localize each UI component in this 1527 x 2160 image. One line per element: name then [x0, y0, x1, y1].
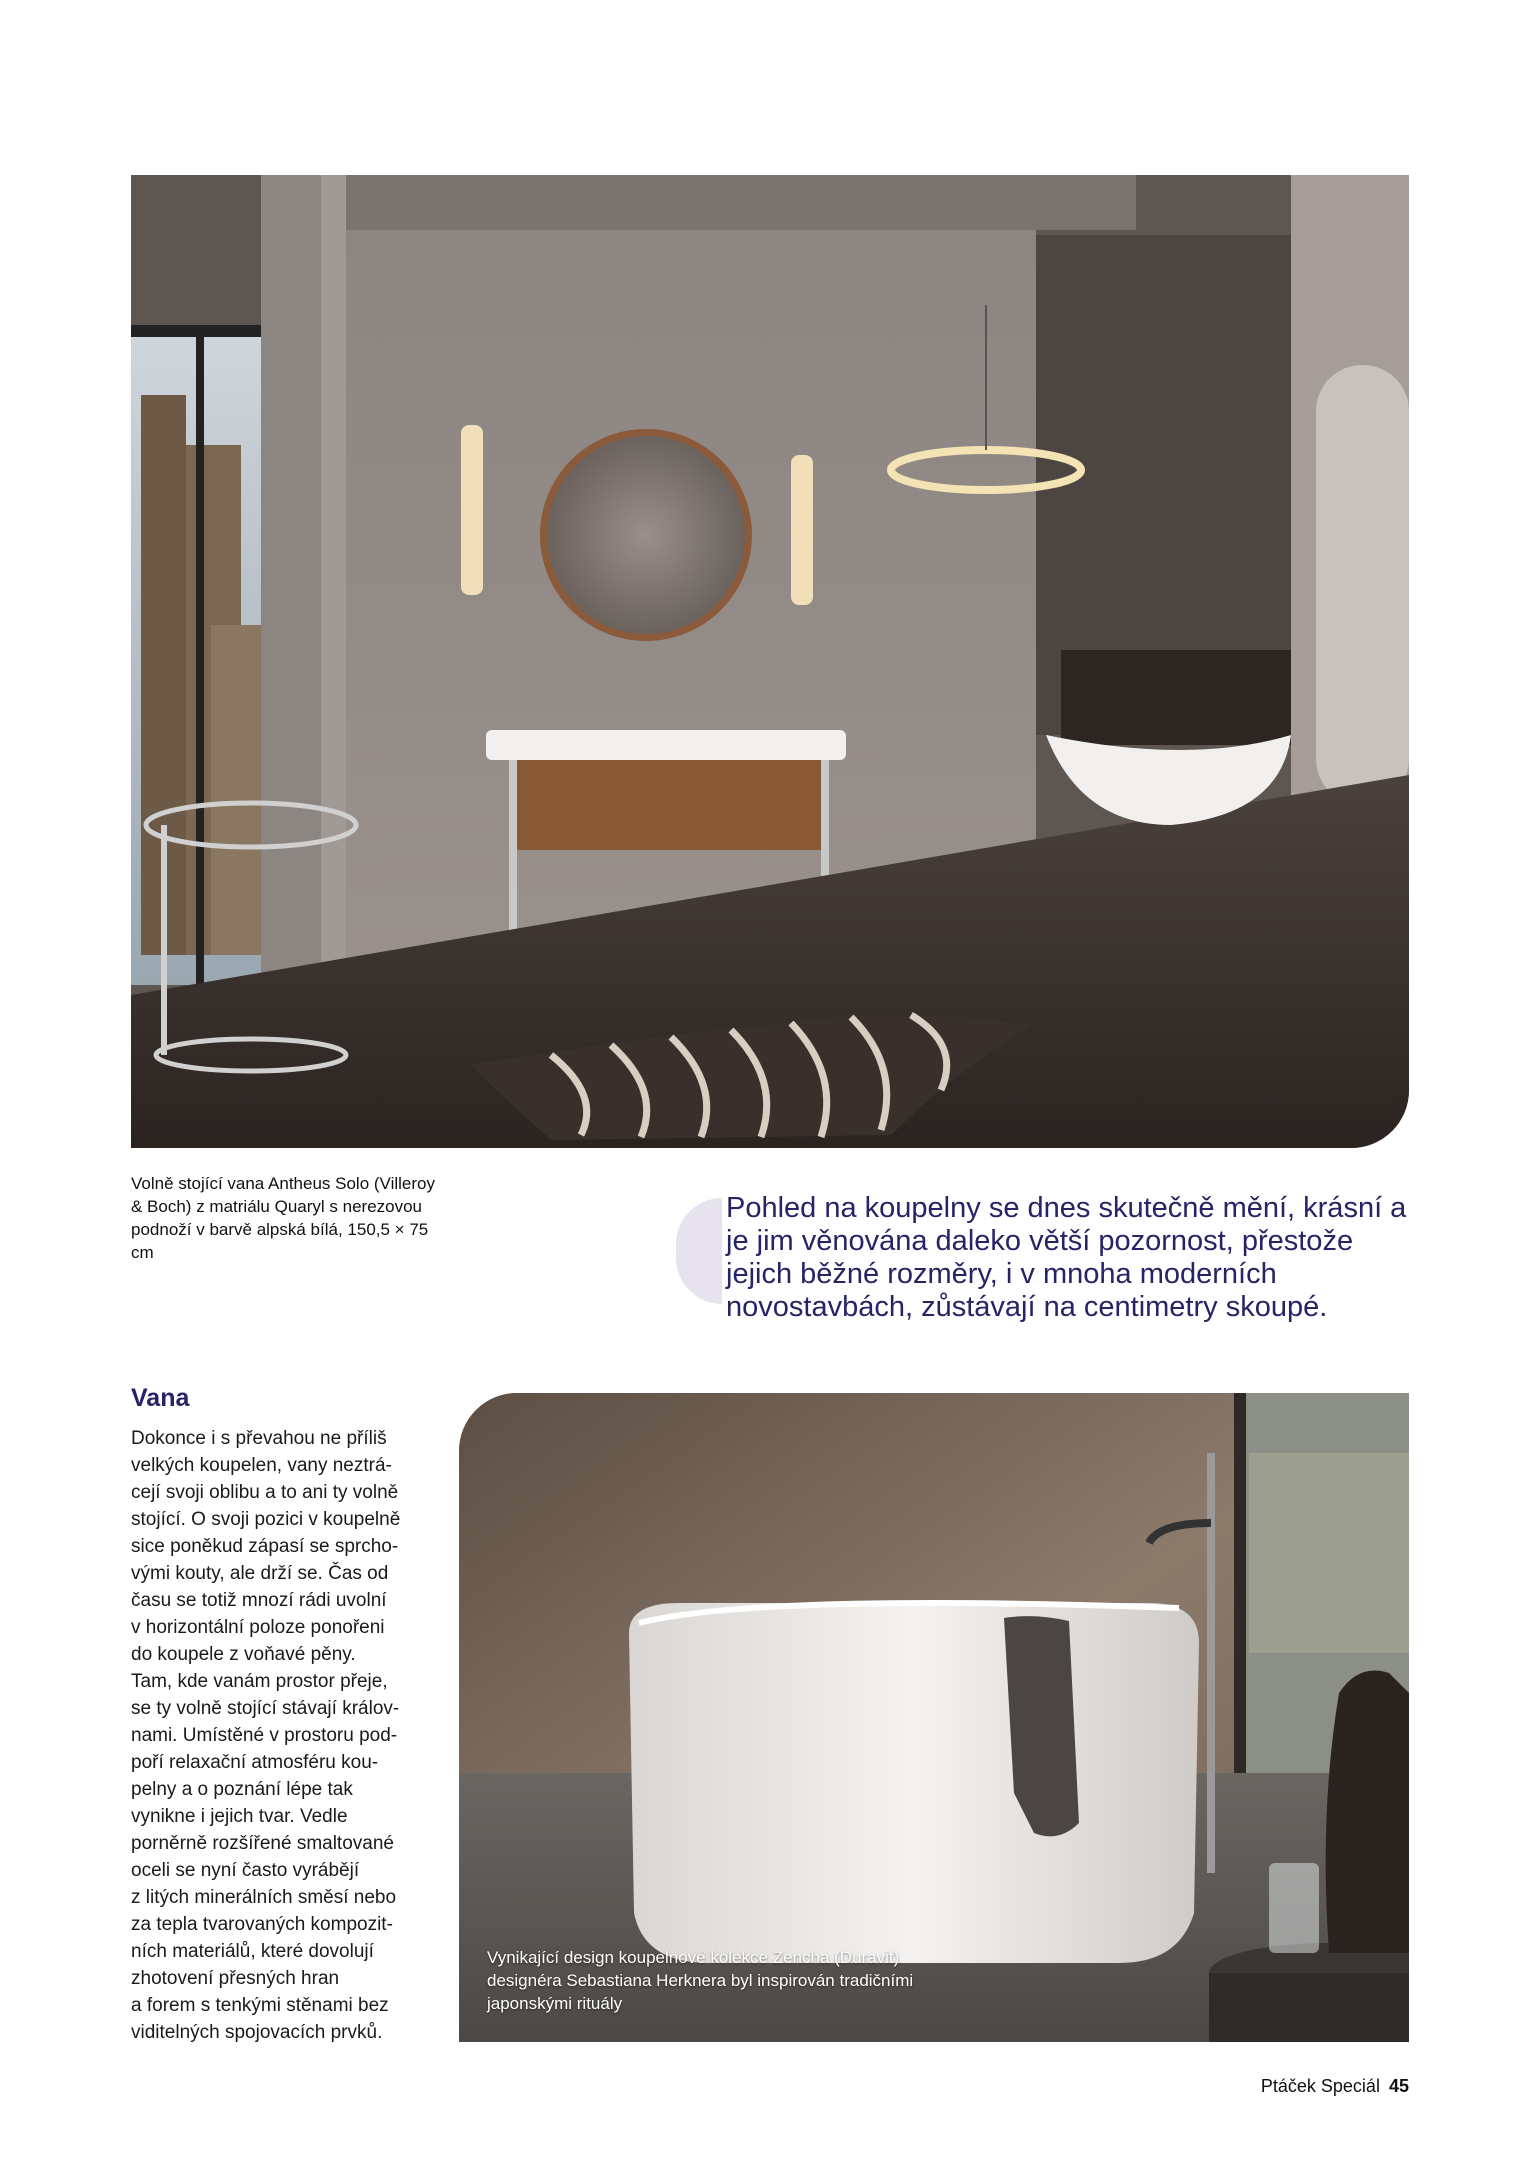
section-heading: Vana [131, 1384, 190, 1412]
publication-name: Ptáček Speciál [1260, 2076, 1380, 2096]
pull-quote: Pohled na koupelny se dnes skutečně mění, krásní a je jim věnována daleko větší pozornost, přestože jejich běžné rozměry, i v mnoha moderních novostavbách, zůstávají na centimetry skoupé. [726, 1192, 1407, 1323]
page-footer [1261, 2076, 1409, 2097]
top-bathroom-photo [131, 175, 1409, 1148]
top-photo-caption: Volně stojící vana Antheus Solo (Villeroy & Boch) z matriálu Quaryl s nerezovou podnoží v barvě alpská bílá, 150,5 × 75 cm [131, 1174, 435, 1262]
page-number: 45 [1388, 2076, 1409, 2096]
bottom-photo-illustration [459, 1393, 1409, 2042]
article-body: Dokonce i s převahou ne příliš velkých koupelen, vany neztrá- cejí svoji oblibu a to ani ty volně stojící. O svoji pozici v koupelně sice poněkud zápasí se sprcho- vými kouty, ale drží se. Čas od času se totiž mnozí rádi uvolní v horizontální poloze ponořeni do koupele z voňavé pěny. Tam, kde vanám prostor přeje, se ty volně stojící stávají králov- nami. Umístěné v prostoru pod- poří relaxační atmosféru kou- pelny a o poznání lépe tak vynikne i jejich tvar. Vedle porněrně rozšířené smaltované oceli se nyní často vyrábějí z litých minerálních směsí nebo za tepla tvarovaných kompozit- ních materiálů, které dovolují zhotovení přesných hran a forem s tenkými stěnami bez viditelných spojovacích prvků. [131, 1428, 401, 2043]
bottom-photo-caption: Vynikající design koupelnové kolekce Zencha (Duravit) designéra Sebastiana Herknera byl inspirován tradičními japonskými rituály [487, 1948, 914, 2013]
bottom-bathtub-photo [459, 1393, 1409, 2042]
top-photo-illustration [131, 175, 1409, 1148]
pull-quote-bracket [676, 1198, 722, 1304]
